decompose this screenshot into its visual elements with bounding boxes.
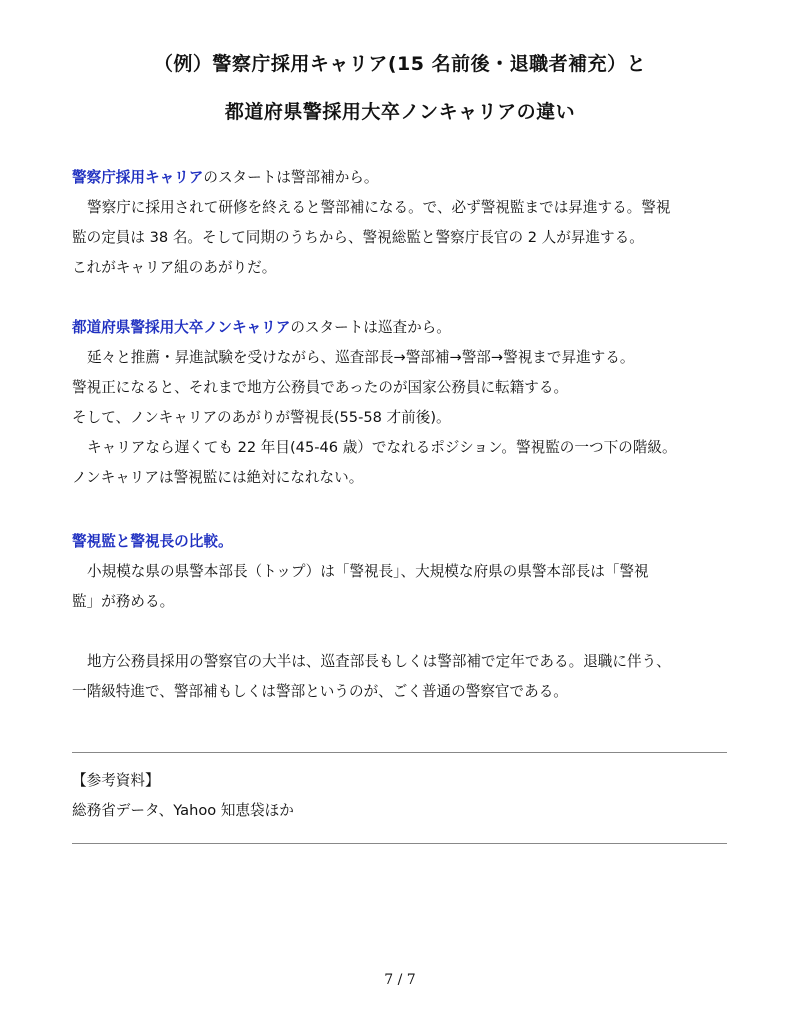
paragraph-line: 監」が務める。 [72,593,175,610]
paragraph-line: キャリアなら遅くても 22 年目(45-46 歳）でなれるポジション。警視監の一つ下の階級。 [87,439,677,456]
career-heading-highlight: 警察庁採用キャリア [72,169,204,186]
comparison-section-heading: 警視監と警視長の比較。 [72,533,233,550]
paragraph-line: 小規模な県の県警本部長（トップ）は「警視長」、大規模な府県の県警本部長は「警視 [87,563,649,580]
page-number: 7 / 7 [384,972,416,988]
retirement-paragraph [72,647,732,707]
comparison-section [72,527,732,617]
paragraph-line: 警視正になると、それまで地方公務員であったのが国家公務員に転籍する。 [72,379,569,396]
references-block [72,766,732,826]
references-label: 【参考資料】 [72,772,160,789]
paragraph-line: ノンキャリアは警視監には絶対になれない。 [72,469,364,486]
paragraph-line: 延々と推薦・昇進試験を受けながら、巡査部長→警部補→警部→警視まで昇進する。 [87,349,635,366]
noncareer-heading-highlight: 都道府県警採用大卒ノンキャリア [72,319,291,336]
career-heading-suffix: のスタートは警部補から。 [203,169,379,186]
noncareer-heading-suffix: のスタートは巡査から。 [290,319,451,336]
divider-bottom [72,843,727,844]
divider-top [72,752,727,753]
career-section [72,163,732,283]
paragraph-line: そして、ノンキャリアのあがりが警視長(55-58 才前後)。 [72,409,451,426]
paragraph-line: 監の定員は 38 名。そして同期のうちから、警視総監と警察庁長官の 2 人が昇進する。 [72,229,644,246]
noncareer-section-heading [72,313,732,343]
noncareer-section [72,313,732,493]
paragraph-line: 地方公務員採用の警察官の大半は、巡査部長もしくは警部補で定年である。退職に伴う、 [87,653,671,670]
paragraph-line: 警察庁に採用されて研修を終えると警部補になる。で、必ず警視監までは昇進する。警視 [87,199,671,216]
career-section-heading [72,163,732,193]
paragraph-line: これがキャリア組のあがりだ。 [72,259,277,276]
document-title-line-2: 都道府県警採用大卒ノンキャリアの違い [224,101,576,123]
document-title-line-1: （例）警察庁採用キャリア(15 名前後・退職者補充）と [153,53,647,75]
paragraph-line: 一階級特進で、警部補もしくは警部というのが、ごく普通の警察官である。 [72,683,568,700]
references-text: 総務省データ、Yahoo 知恵袋ほか [72,802,294,819]
